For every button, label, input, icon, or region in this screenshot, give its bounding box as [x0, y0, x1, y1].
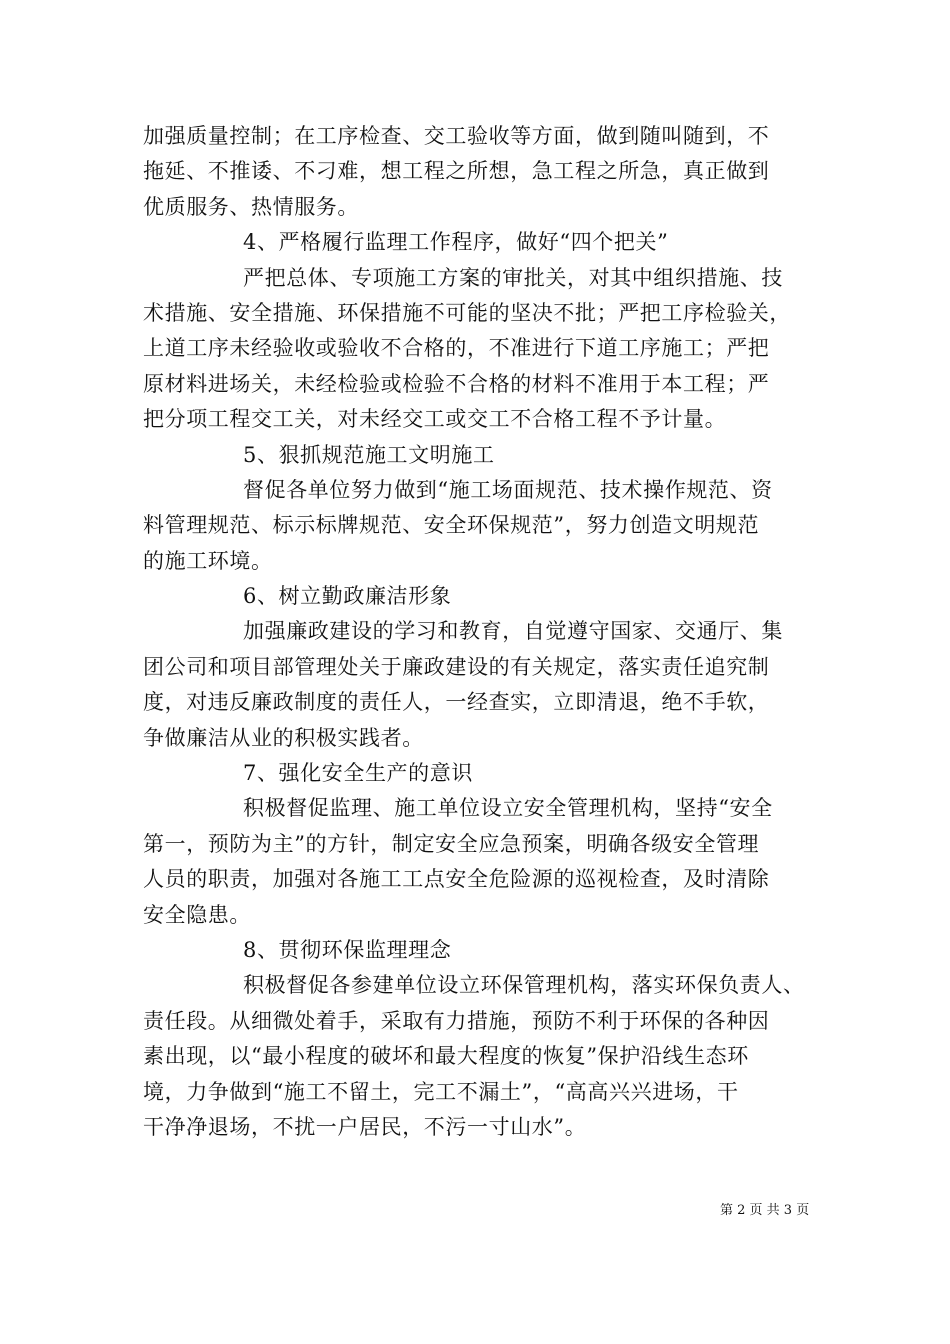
body-line: 责任段。从细微处着手，采取有力措施，预防不利于环保的各种因	[143, 1008, 770, 1033]
section-heading: 4、严格履行监理工作程序，做好“四个把关”	[243, 230, 669, 255]
body-line: 加强质量控制；在工序检查、交工验收等方面，做到随叫随到，不	[143, 124, 770, 148]
body-line: 人员的职责，加强对各施工工点安全危险源的巡视检查，及时清除	[143, 867, 770, 892]
body-line: 术措施、安全措施、环保措施不可能的坚决不批；严把工序检验关，	[143, 300, 791, 325]
body-line: 度，对违反廉政制度的责任人，一经查实，立即清退，绝不手软，	[143, 690, 770, 715]
section-heading: 7、强化安全生产的意识	[243, 761, 473, 786]
page-number-footer: 第 2 页 共 3 页	[720, 1203, 810, 1218]
section-heading: 8、贯彻环保监理理念	[243, 937, 452, 962]
document-body	[143, 119, 809, 1145]
body-line: 拖延、不推诿、不刁难，想工程之所想，急工程之所急，真正做到	[143, 159, 770, 184]
body-line: 素出现，以“最小程度的破坏和最大程度的恢复”保护沿线生态环	[143, 1044, 749, 1069]
body-line: 把分项工程交工关，对未经交工或交工不合格工程不予计量。	[143, 407, 727, 432]
body-line: 的施工环境。	[143, 548, 273, 573]
body-line: 料管理规范、标示标牌规范、安全环保规范”，努力创造文明规范	[143, 513, 760, 538]
paragraph-start-line: 积极督促监理、施工单位设立安全管理机构，坚持“安全	[243, 796, 773, 821]
section-heading: 5、狠抓规范施工文明施工	[243, 442, 495, 467]
body-line: 境，力争做到“施工不留土，完工不漏土”，“高高兴兴进场，干	[143, 1079, 739, 1104]
body-line: 安全隐患。	[143, 902, 251, 927]
body-line: 原材料进场关，未经检验或检验不合格的材料不准用于本工程；严	[143, 371, 770, 396]
body-line: 第一，预防为主”的方针，制定安全应急预案，明确各级安全管理	[143, 831, 760, 856]
body-line: 争做廉洁从业的积极实践者。	[143, 725, 424, 750]
paragraph-start-line: 加强廉政建设的学习和教育，自觉遵守国家、交通厅、集	[243, 619, 783, 644]
body-line: 干净净退场，不扰一户居民，不污一寸山水”。	[143, 1114, 587, 1139]
paragraph-start-line: 督促各单位努力做到“施工场面规范、技术操作规范、资	[243, 477, 773, 502]
body-line: 团公司和项目部管理处关于廉政建设的有关规定，落实责任追究制	[143, 654, 770, 679]
section-heading: 6、树立勤政廉洁形象	[243, 584, 452, 609]
paragraph-start-line: 严把总体、专项施工方案的审批关，对其中组织措施、技	[243, 265, 783, 290]
body-line: 上道工序未经验收或验收不合格的，不准进行下道工序施工；严把	[143, 336, 770, 361]
paragraph-start-line: 积极督促各参建单位设立环保管理机构，落实环保负责人、	[243, 973, 805, 998]
body-line: 优质服务、热情服务。	[143, 194, 359, 219]
